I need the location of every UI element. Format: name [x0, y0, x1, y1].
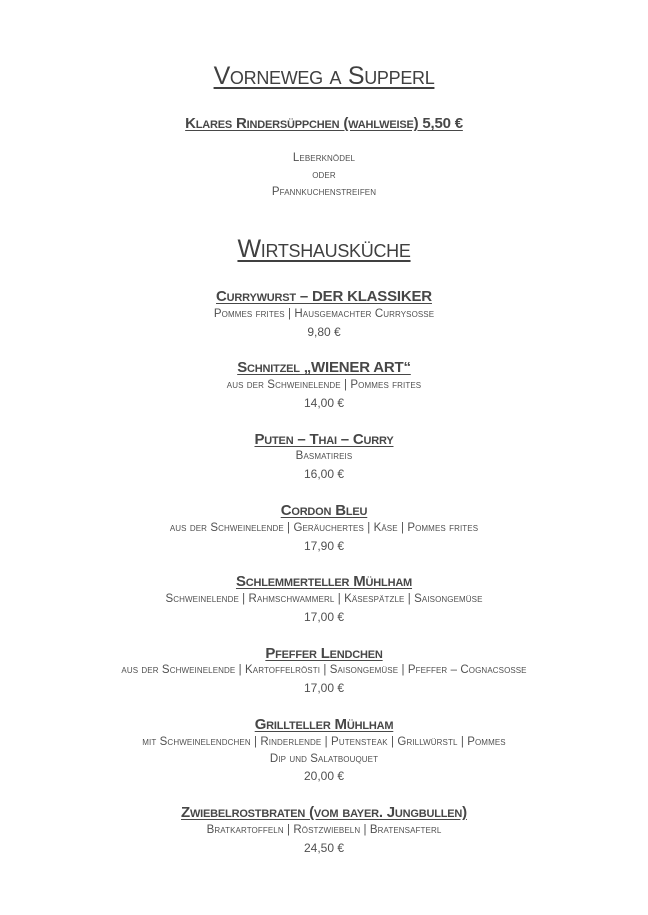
section-title-wirtshauskueche: Wirtshausküche: [237, 235, 411, 263]
soup-item-name: Klares Rindersüppchen (wahlweise) 5,50 €: [185, 115, 463, 132]
soup-option: Leberknödel: [292, 152, 356, 164]
menu-item-description: Basmatireis: [295, 450, 353, 462]
menu-item-description: Bratkartoffeln | Röstzwiebeln | Bratensafterl: [206, 824, 442, 836]
menu-item-name: Schlemmerteller Mühlham: [235, 573, 413, 590]
menu-item-name: Grillteller Mühlham: [254, 716, 394, 733]
menu-item-description: aus der Schweinelende | Pommes frites: [226, 379, 422, 391]
menu-item-name: Currywurst – DER KLASSIKER: [216, 288, 432, 305]
menu-item-price: 17,90 €: [303, 539, 345, 553]
menu-item-price: 16,00 €: [303, 467, 345, 481]
menu-item-description: Pommes frites | Hausgemachter Currysoße: [213, 308, 435, 320]
menu-item-description: aus der Schweinelende | Kartoffelrösti | Saisongemüse | Pfeffer – Cognacsoße: [121, 664, 527, 676]
menu-item-price: 17,00 €: [303, 610, 345, 624]
menu-item-description: mit Schweinelendchen | Rinderlende | Putensteak | Grillwürstl | Pommes: [142, 736, 506, 748]
soup-option: oder: [312, 169, 336, 181]
menu-item-price: 9,80 €: [307, 325, 341, 339]
menu-item-name: Zwiebelrostbraten (vom bayer. Jungbullen): [181, 804, 467, 821]
menu-item-name: Pfeffer Lendchen: [265, 645, 383, 662]
menu-item-price: 14,00 €: [303, 396, 345, 410]
menu-item-price: 17,00 €: [303, 681, 345, 695]
menu-item-name: Schnitzel „WIENER ART“: [237, 359, 411, 376]
section-title-vorneweg: Vorneweg a Supperl: [213, 62, 435, 90]
menu-item-price: 24,50 €: [303, 841, 345, 855]
menu-item-description: Dip und Salatbouquet: [269, 753, 379, 765]
menu-item-description: Schweinelende | Rahmschwammerl | Käsespätzle | Saisongemüse: [165, 593, 483, 605]
soup-option: Pfannkuchenstreifen: [271, 186, 377, 198]
menu-item-price: 20,00 €: [303, 769, 345, 783]
menu-item-name: Puten – Thai – Curry: [254, 431, 394, 448]
menu-item-name: Cordon Bleu: [280, 502, 368, 519]
menu-item-description: aus der Schweinelende | Geräuchertes | Käse | Pommes frites: [169, 522, 479, 534]
